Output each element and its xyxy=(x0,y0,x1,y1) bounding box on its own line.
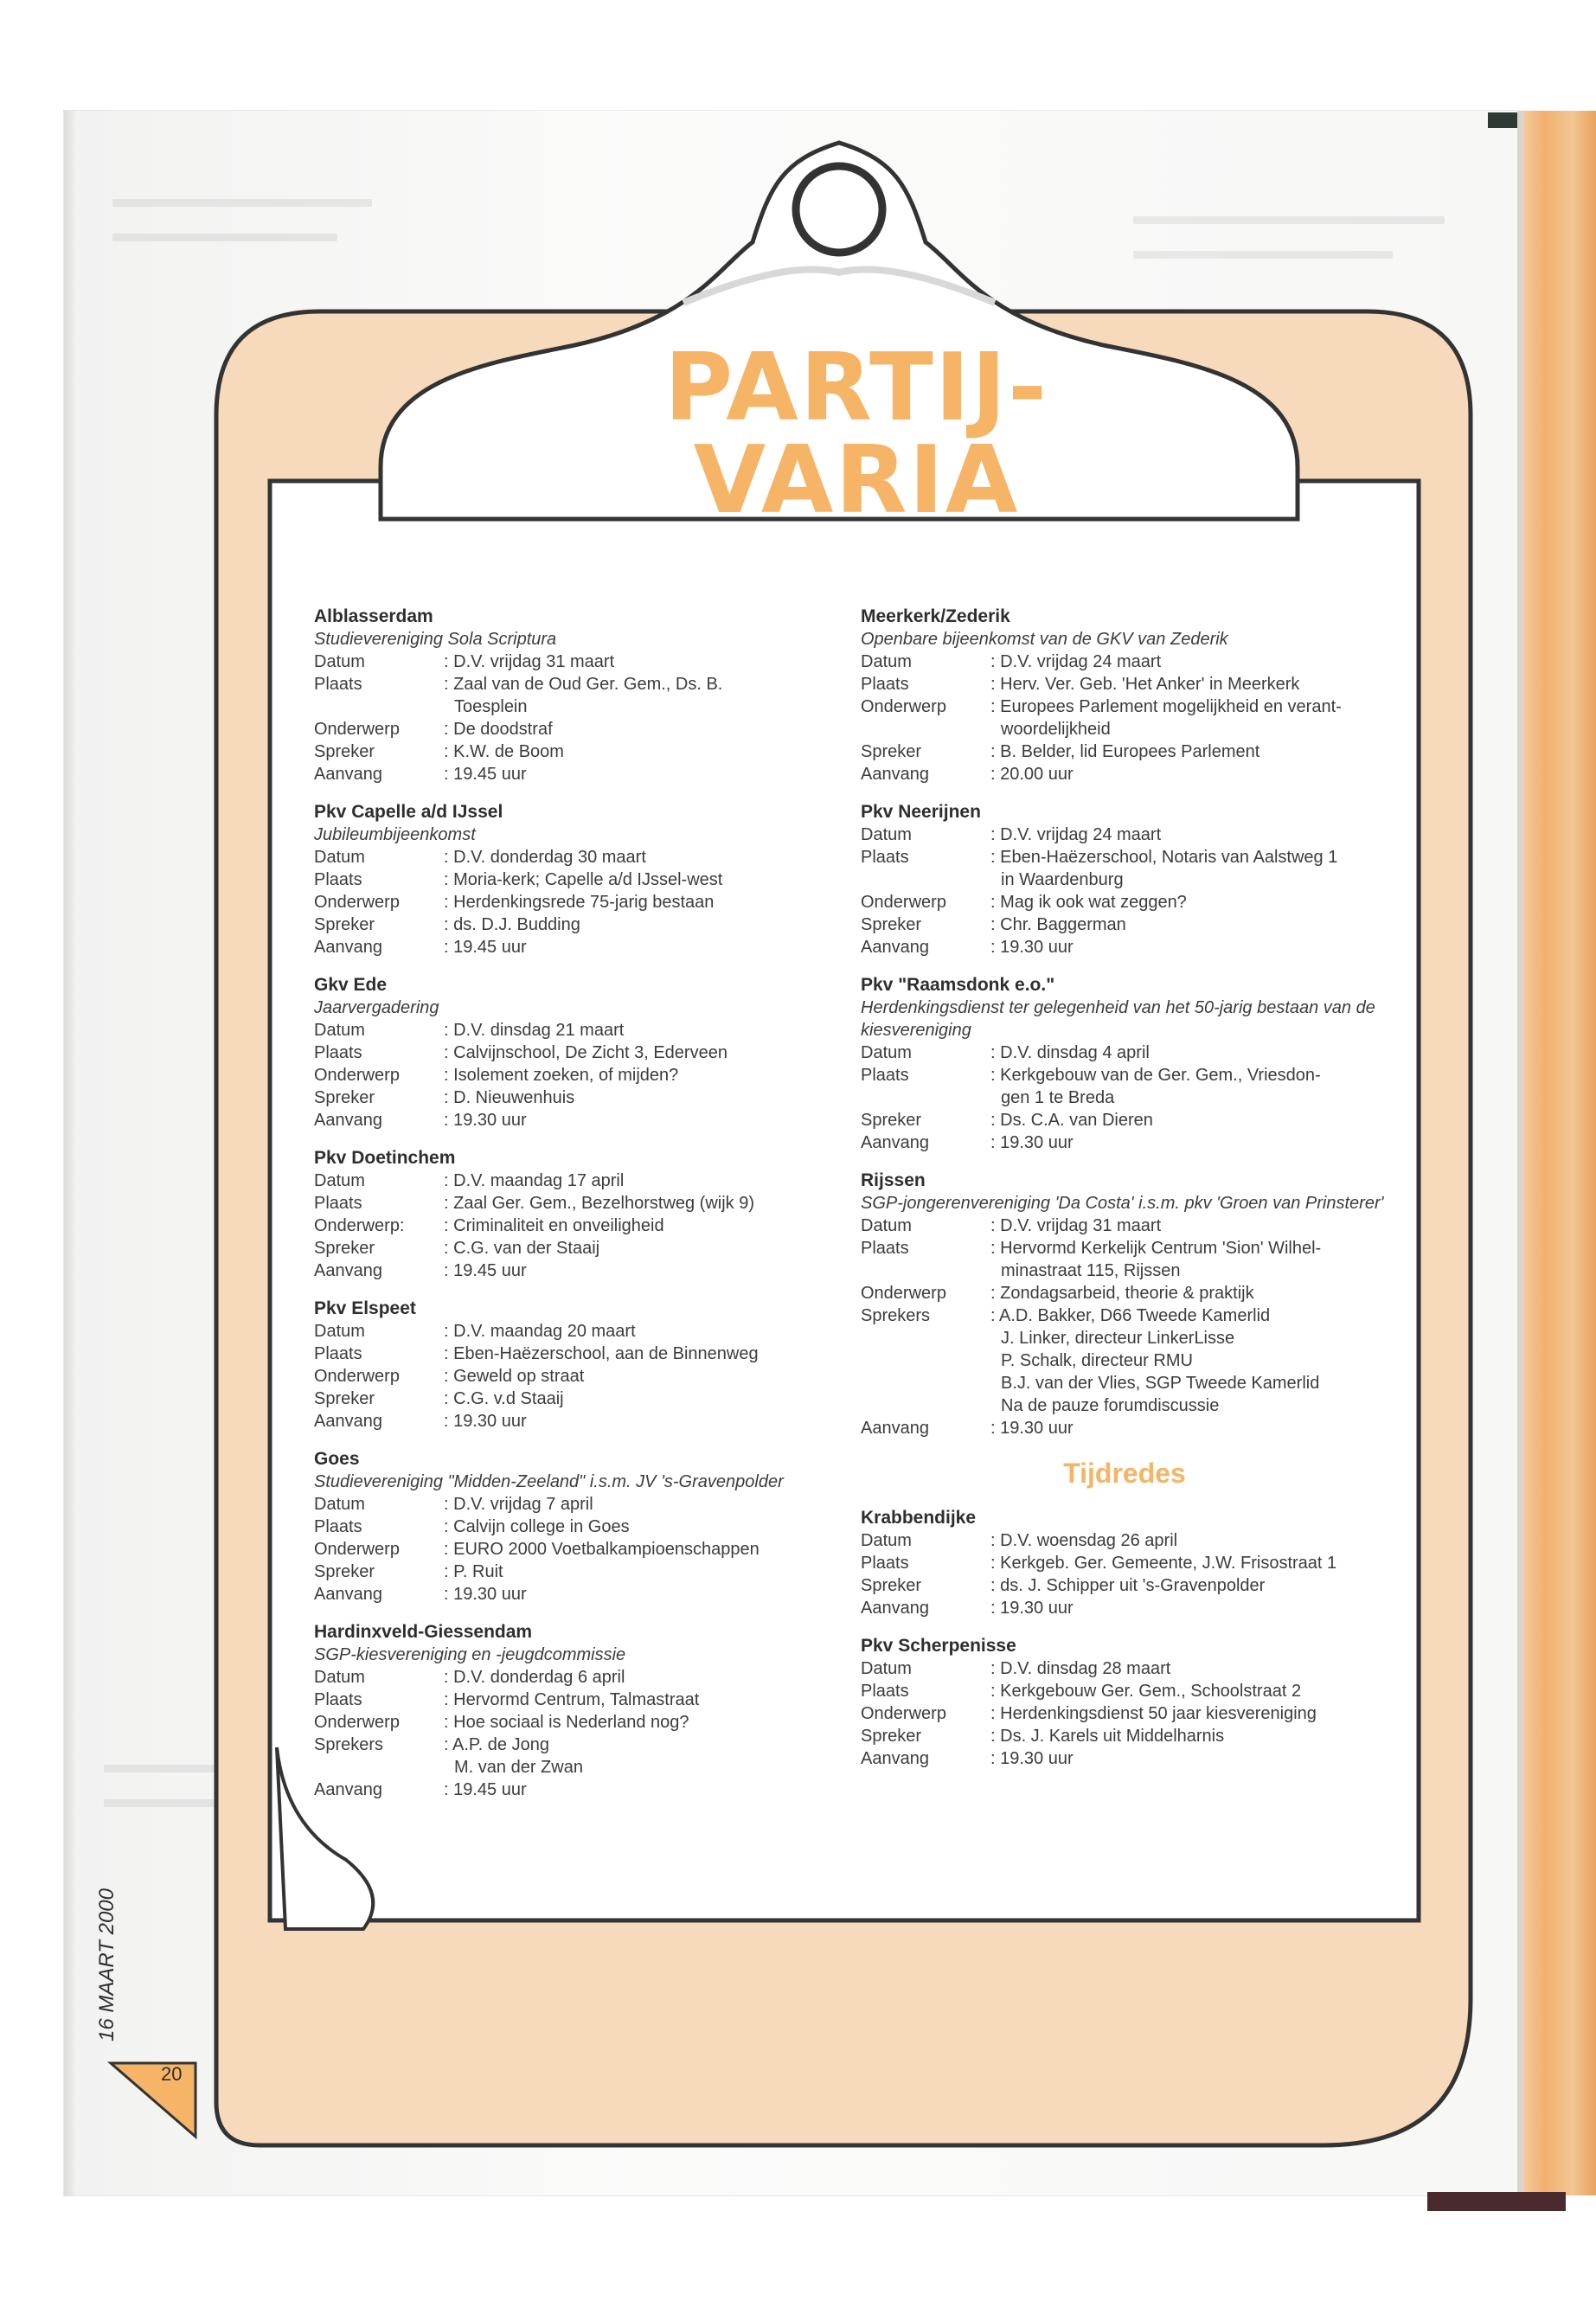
event-title: Pkv Capelle a/d IJssel xyxy=(314,802,503,822)
event-row xyxy=(861,1552,1388,1574)
event-row xyxy=(861,936,1388,958)
heading-line-1: PARTIJ- xyxy=(664,334,1048,442)
event-row xyxy=(861,1702,1388,1725)
event-row-continuation: P. Schalk, directeur RMU xyxy=(1001,1351,1193,1370)
event-row-label: Spreker xyxy=(861,915,922,934)
event-block xyxy=(861,1635,1388,1770)
event-row-label: Aanvang xyxy=(314,1780,382,1799)
event-row-label: Aanvang xyxy=(314,765,382,784)
event-row-label: Onderwerp xyxy=(861,1284,946,1303)
event-row-label: Aanvang xyxy=(314,1585,382,1604)
event-row-label: Onderwerp: xyxy=(314,1216,405,1235)
right-entries xyxy=(861,606,1388,1439)
event-row xyxy=(314,891,833,913)
event-block xyxy=(314,1298,833,1433)
event-row-value: : A.D. Bakker, D66 Tweede Kamerlid xyxy=(990,1304,1388,1327)
event-row-label: Plaats xyxy=(861,1682,909,1701)
event-row-value: : Hoe sociaal is Nederland nog? xyxy=(444,1711,833,1734)
event-row-label: Spreker xyxy=(314,1389,375,1408)
event-row xyxy=(314,1734,833,1756)
event-row-label: Plaats xyxy=(861,1239,909,1258)
event-row-label: Aanvang xyxy=(314,1412,382,1431)
event-row-label: Onderwerp xyxy=(314,893,400,912)
tijdredes-entries xyxy=(861,1507,1388,1770)
event-row-label: Aanvang xyxy=(314,938,382,957)
event-row-value: : EURO 2000 Voetbalkampioenschappen xyxy=(444,1538,833,1561)
event-row xyxy=(861,913,1388,936)
event-row-label: Datum xyxy=(861,1531,912,1550)
event-row-value: : D.V. dinsdag 21 maart xyxy=(444,1019,833,1042)
event-row-value: : 19.30 uur xyxy=(990,1747,1388,1770)
event-row-value: : ds. D.J. Budding xyxy=(444,913,833,936)
event-row-value: : Zondagsarbeid, theorie & praktijk xyxy=(990,1282,1388,1304)
event-row-label: Spreker xyxy=(314,915,375,934)
page-number: 20 xyxy=(161,2063,183,2085)
event-row-value: : D.V. donderdag 30 maart xyxy=(444,846,833,868)
event-row-label: Onderwerp xyxy=(314,1540,400,1559)
event-row xyxy=(861,1282,1388,1304)
event-row-value: : K.W. de Boom xyxy=(444,740,833,763)
event-row-value: : D.V. vrijdag 31 maart xyxy=(990,1215,1388,1237)
event-row-value: : 20.00 uur xyxy=(990,763,1388,785)
event-row-label: Aanvang xyxy=(861,1749,929,1768)
event-row-value: : Ds. J. Karels uit Middelharnis xyxy=(990,1725,1388,1747)
event-row xyxy=(314,846,833,868)
event-row xyxy=(314,936,833,958)
event-row xyxy=(314,1064,833,1086)
event-row-value: : Zaal van de Oud Ger. Gem., Ds. B. xyxy=(444,673,833,695)
event-row-continuation: J. Linker, directeur LinkerLisse xyxy=(1001,1329,1235,1348)
event-row xyxy=(861,1657,1388,1680)
event-row-continuation: Toesplein xyxy=(454,697,528,716)
right-column xyxy=(861,606,1388,1785)
event-block xyxy=(861,1170,1388,1439)
event-row xyxy=(861,1597,1388,1619)
left-column xyxy=(314,606,833,1817)
event-row-label: Plaats xyxy=(314,870,362,889)
event-row xyxy=(314,913,833,936)
event-row-label: Plaats xyxy=(314,1344,362,1363)
event-row xyxy=(314,1019,833,1042)
event-row-value: : Moria-kerk; Capelle a/d IJssel-west xyxy=(444,868,833,891)
event-row-value: : 19.30 uur xyxy=(990,1417,1388,1439)
event-row-value: : Ds. C.A. van Dieren xyxy=(990,1109,1388,1131)
event-row xyxy=(861,1109,1388,1131)
event-row xyxy=(314,1170,833,1192)
event-title: Meerkerk/Zederik xyxy=(861,606,1010,626)
event-row xyxy=(861,1131,1388,1154)
event-row xyxy=(314,868,833,891)
event-row xyxy=(314,1493,833,1516)
event-row xyxy=(861,651,1388,673)
event-row xyxy=(861,824,1388,846)
event-row-value: : 19.45 uur xyxy=(444,763,833,785)
event-block xyxy=(314,1448,833,1606)
event-row-value: : D.V. vrijdag 24 maart xyxy=(990,824,1388,846)
event-row xyxy=(861,740,1388,763)
event-block xyxy=(314,801,833,958)
event-row-value: : 19.30 uur xyxy=(444,1109,833,1131)
event-row-value: : D. Nieuwenhuis xyxy=(444,1086,833,1109)
event-row-value: : D.V. dinsdag 4 april xyxy=(990,1042,1388,1064)
event-row-label: Datum xyxy=(314,1495,365,1514)
event-row xyxy=(861,1529,1388,1552)
event-title: Rijssen xyxy=(861,1170,926,1190)
event-row-label: Datum xyxy=(314,1171,365,1190)
event-row xyxy=(861,695,1388,718)
event-row-value: : Geweld op straat xyxy=(444,1365,833,1388)
event-row-label: Datum xyxy=(861,825,912,844)
event-row-label: Plaats xyxy=(861,1066,909,1085)
event-row-label: Aanvang xyxy=(861,1419,929,1438)
heading-line-2: VARIA xyxy=(693,426,1020,535)
event-row-value: : D.V. woensdag 26 april xyxy=(990,1529,1388,1552)
event-row xyxy=(314,1343,833,1365)
event-subtitle: Jubileumbijeenkomst xyxy=(314,825,476,844)
event-row xyxy=(314,1109,833,1131)
event-title: Pkv "Raamsdonk e.o." xyxy=(861,975,1055,995)
event-row-value: : D.V. dinsdag 28 maart xyxy=(990,1657,1388,1680)
event-row-label: Datum xyxy=(314,1668,365,1687)
event-row-label: Spreker xyxy=(314,742,375,761)
event-row-label: Sprekers xyxy=(314,1735,384,1754)
event-block xyxy=(861,801,1388,958)
event-row xyxy=(314,1365,833,1388)
event-subtitle: Openbare bijeenkomst van de GKV van Zederik xyxy=(861,630,1228,649)
event-row xyxy=(314,1388,833,1410)
event-row-label: Onderwerp xyxy=(314,1066,400,1085)
event-row-value: : D.V. donderdag 6 april xyxy=(444,1666,833,1689)
event-row xyxy=(314,740,833,763)
event-row-value: : 19.30 uur xyxy=(990,936,1388,958)
event-row xyxy=(314,763,833,785)
event-subtitle: Herdenkingsdienst ter gelegenheid van het 50-jarig bestaan van de kiesvereniging xyxy=(861,998,1375,1040)
event-row-label: Spreker xyxy=(314,1239,375,1258)
event-row-value: : Calvijn college in Goes xyxy=(444,1516,833,1538)
event-row-label: Spreker xyxy=(314,1562,375,1581)
event-title: Alblasserdam xyxy=(314,606,433,626)
event-row xyxy=(861,1574,1388,1597)
event-row-label: Spreker xyxy=(861,1727,922,1746)
event-row-value: : P. Ruit xyxy=(444,1561,833,1583)
event-row xyxy=(314,651,833,673)
event-row-label: Aanvang xyxy=(314,1261,382,1280)
event-row-value: : Europees Parlement mogelijkheid en verant- xyxy=(990,695,1388,718)
event-row-label: Datum xyxy=(861,1659,912,1678)
event-row xyxy=(314,1711,833,1734)
event-row-value: : ds. J. Schipper uit 's-Gravenpolder xyxy=(990,1574,1388,1597)
event-row-label: Aanvang xyxy=(314,1111,382,1130)
event-row-value: : 19.30 uur xyxy=(990,1131,1388,1154)
event-row xyxy=(861,1680,1388,1702)
event-title: Pkv Doetinchem xyxy=(314,1148,456,1168)
event-row xyxy=(861,1725,1388,1747)
event-row-label: Onderwerp xyxy=(861,893,946,912)
event-row-label: Datum xyxy=(314,1322,365,1341)
event-row-continuation: B.J. van der Vlies, SGP Tweede Kamerlid xyxy=(1001,1374,1320,1393)
event-row xyxy=(861,891,1388,913)
event-row-value: : Herdenkingsrede 75-jarig bestaan xyxy=(444,891,833,913)
event-row xyxy=(861,1042,1388,1064)
event-block xyxy=(314,974,833,1131)
event-row-value: : Eben-Haëzerschool, aan de Binnenweg xyxy=(444,1343,833,1365)
event-row-label: Datum xyxy=(314,1021,365,1040)
event-row-label: Spreker xyxy=(861,1576,922,1595)
event-subtitle: SGP-kiesvereniging en -jeugdcommissie xyxy=(314,1645,626,1664)
event-row-label: Plaats xyxy=(861,848,909,867)
event-row xyxy=(314,1689,833,1711)
event-row-label: Datum xyxy=(861,1216,912,1235)
event-row xyxy=(861,1064,1388,1086)
event-row-label: Plaats xyxy=(314,1517,362,1536)
event-row xyxy=(861,673,1388,695)
event-row-value: : Eben-Haëzerschool, Notaris van Aalstweg 1 xyxy=(990,846,1388,868)
event-subtitle: Studievereniging "Midden-Zeeland" i.s.m. JV 's-Gravenpolder xyxy=(314,1472,784,1491)
event-row-label: Onderwerp xyxy=(861,1704,946,1723)
event-row-label: Plaats xyxy=(314,1690,362,1709)
event-row-value: : D.V. maandag 17 april xyxy=(444,1170,833,1192)
event-row-value: : Herv. Ver. Geb. 'Het Anker' in Meerkerk xyxy=(990,673,1388,695)
event-title: Goes xyxy=(314,1449,360,1469)
event-row-label: Datum xyxy=(861,652,912,671)
event-row-label: Spreker xyxy=(861,1111,922,1130)
event-row-value: : A.P. de Jong xyxy=(444,1734,833,1756)
event-row xyxy=(861,1237,1388,1259)
event-row-label: Spreker xyxy=(314,1088,375,1107)
event-title: Gkv Ede xyxy=(314,975,388,995)
event-row xyxy=(314,1215,833,1237)
event-subtitle: Jaarvergadering xyxy=(314,998,439,1017)
event-row-continuation: gen 1 te Breda xyxy=(1001,1088,1115,1107)
event-title: Pkv Elspeet xyxy=(314,1298,416,1318)
event-row-value: : 19.45 uur xyxy=(444,1259,833,1282)
event-row-label: Onderwerp xyxy=(861,697,946,716)
event-row-value: : Calvijnschool, De Zicht 3, Ederveen xyxy=(444,1042,833,1064)
event-row xyxy=(314,718,833,740)
event-row-continuation: in Waardenburg xyxy=(1001,870,1124,889)
event-row xyxy=(314,1042,833,1064)
event-block xyxy=(314,1621,833,1801)
event-row xyxy=(861,1417,1388,1439)
event-row-label: Spreker xyxy=(861,742,922,761)
event-block xyxy=(861,606,1388,785)
event-row xyxy=(314,1259,833,1282)
event-row-value: : Hervormd Kerkelijk Centrum 'Sion' Wilhel- xyxy=(990,1237,1388,1259)
event-title: Hardinxveld-Giessendam xyxy=(314,1622,533,1642)
event-row-label: Aanvang xyxy=(861,765,929,784)
event-row-continuation: minastraat 115, Rijssen xyxy=(1001,1261,1181,1280)
event-subtitle: SGP-jongerenvereniging 'Da Costa' i.s.m. pkv 'Groen van Prinsterer' xyxy=(861,1194,1384,1213)
event-row xyxy=(861,846,1388,868)
event-row-label: Datum xyxy=(861,1043,912,1062)
event-row-value: : D.V. vrijdag 7 april xyxy=(444,1493,833,1516)
event-row-value: : 19.45 uur xyxy=(444,1779,833,1801)
event-row-value: : Kerkgeb. Ger. Gemeente, J.W. Frisostraat 1 xyxy=(990,1552,1388,1574)
event-row xyxy=(861,1747,1388,1770)
event-row-label: Onderwerp xyxy=(314,1713,400,1732)
event-row-value: : D.V. vrijdag 31 maart xyxy=(444,651,833,673)
event-row xyxy=(861,1304,1388,1327)
event-row-value: : 19.45 uur xyxy=(444,936,833,958)
event-row-value: : 19.30 uur xyxy=(444,1583,833,1606)
event-row-value: : C.G. v.d Staaij xyxy=(444,1388,833,1410)
event-block xyxy=(314,606,833,785)
event-row xyxy=(314,1561,833,1583)
event-row-label: Plaats xyxy=(314,1194,362,1213)
event-row-label: Sprekers xyxy=(861,1306,931,1325)
event-block xyxy=(314,1147,833,1282)
event-row-value: : D.V. maandag 20 maart xyxy=(444,1320,833,1343)
event-row xyxy=(314,1320,833,1343)
event-block xyxy=(861,1507,1388,1619)
event-row-label: Aanvang xyxy=(861,1133,929,1152)
event-row-label: Datum xyxy=(314,652,365,671)
event-row-label: Aanvang xyxy=(861,938,929,957)
event-row-continuation: M. van der Zwan xyxy=(454,1758,583,1777)
event-row-value: : Zaal Ger. Gem., Bezelhorstweg (wijk 9) xyxy=(444,1192,833,1215)
event-title: Krabbendijke xyxy=(861,1508,977,1528)
event-row xyxy=(314,1538,833,1561)
tijdredes-heading: Tijdredes xyxy=(1063,1458,1186,1489)
event-row-value: : Criminaliteit en onveiligheid xyxy=(444,1215,833,1237)
event-row-value: : Kerkgebouw van de Ger. Gem., Vriesdon- xyxy=(990,1064,1388,1086)
event-row-value: : C.G. van der Staaij xyxy=(444,1237,833,1259)
event-title: Pkv Scherpenisse xyxy=(861,1636,1016,1656)
event-row xyxy=(314,1779,833,1801)
event-block xyxy=(861,974,1388,1154)
event-row-value: : Hervormd Centrum, Talmastraat xyxy=(444,1689,833,1711)
event-row xyxy=(861,763,1388,785)
event-row-label: Aanvang xyxy=(861,1599,929,1618)
event-row-value: : Kerkgebouw Ger. Gem., Schoolstraat 2 xyxy=(990,1680,1388,1702)
event-row xyxy=(314,1237,833,1259)
event-row-value: : Herdenkingsdienst 50 jaar kiesvereniging xyxy=(990,1702,1388,1725)
event-row-label: Onderwerp xyxy=(314,1367,400,1386)
event-row-value: : 19.30 uur xyxy=(444,1410,833,1433)
event-subtitle: Studievereniging Sola Scriptura xyxy=(314,630,557,649)
event-title: Pkv Neerijnen xyxy=(861,802,981,822)
event-row-label: Plaats xyxy=(861,675,909,694)
event-row-value: : Isolement zoeken, of mijden? xyxy=(444,1064,833,1086)
event-row-value: : Mag ik ook wat zeggen? xyxy=(990,891,1388,913)
event-row xyxy=(861,1215,1388,1237)
event-row xyxy=(314,1086,833,1109)
event-row-value: : B. Belder, lid Europees Parlement xyxy=(990,740,1388,763)
event-row-value: : Chr. Baggerman xyxy=(990,913,1388,936)
event-row xyxy=(314,1583,833,1606)
event-row xyxy=(314,1192,833,1215)
event-row-label: Plaats xyxy=(314,675,362,694)
event-row-value: : D.V. vrijdag 24 maart xyxy=(990,651,1388,673)
event-row xyxy=(314,673,833,695)
event-row-value: : De doodstraf xyxy=(444,718,833,740)
event-row xyxy=(314,1516,833,1538)
event-row-value: : 19.30 uur xyxy=(990,1597,1388,1619)
event-row-continuation: Na de pauze forumdiscussie xyxy=(1001,1396,1220,1415)
event-row-continuation: woordelijkheid xyxy=(1001,720,1111,739)
event-row-label: Datum xyxy=(314,848,365,867)
event-row xyxy=(314,1410,833,1433)
event-row-label: Onderwerp xyxy=(314,720,400,739)
event-row-label: Plaats xyxy=(314,1043,362,1062)
issue-date: 16 MAART 2000 xyxy=(95,1888,119,2041)
page-corner-triangle xyxy=(111,2063,195,2137)
event-row-label: Plaats xyxy=(861,1554,909,1573)
event-row xyxy=(314,1666,833,1689)
